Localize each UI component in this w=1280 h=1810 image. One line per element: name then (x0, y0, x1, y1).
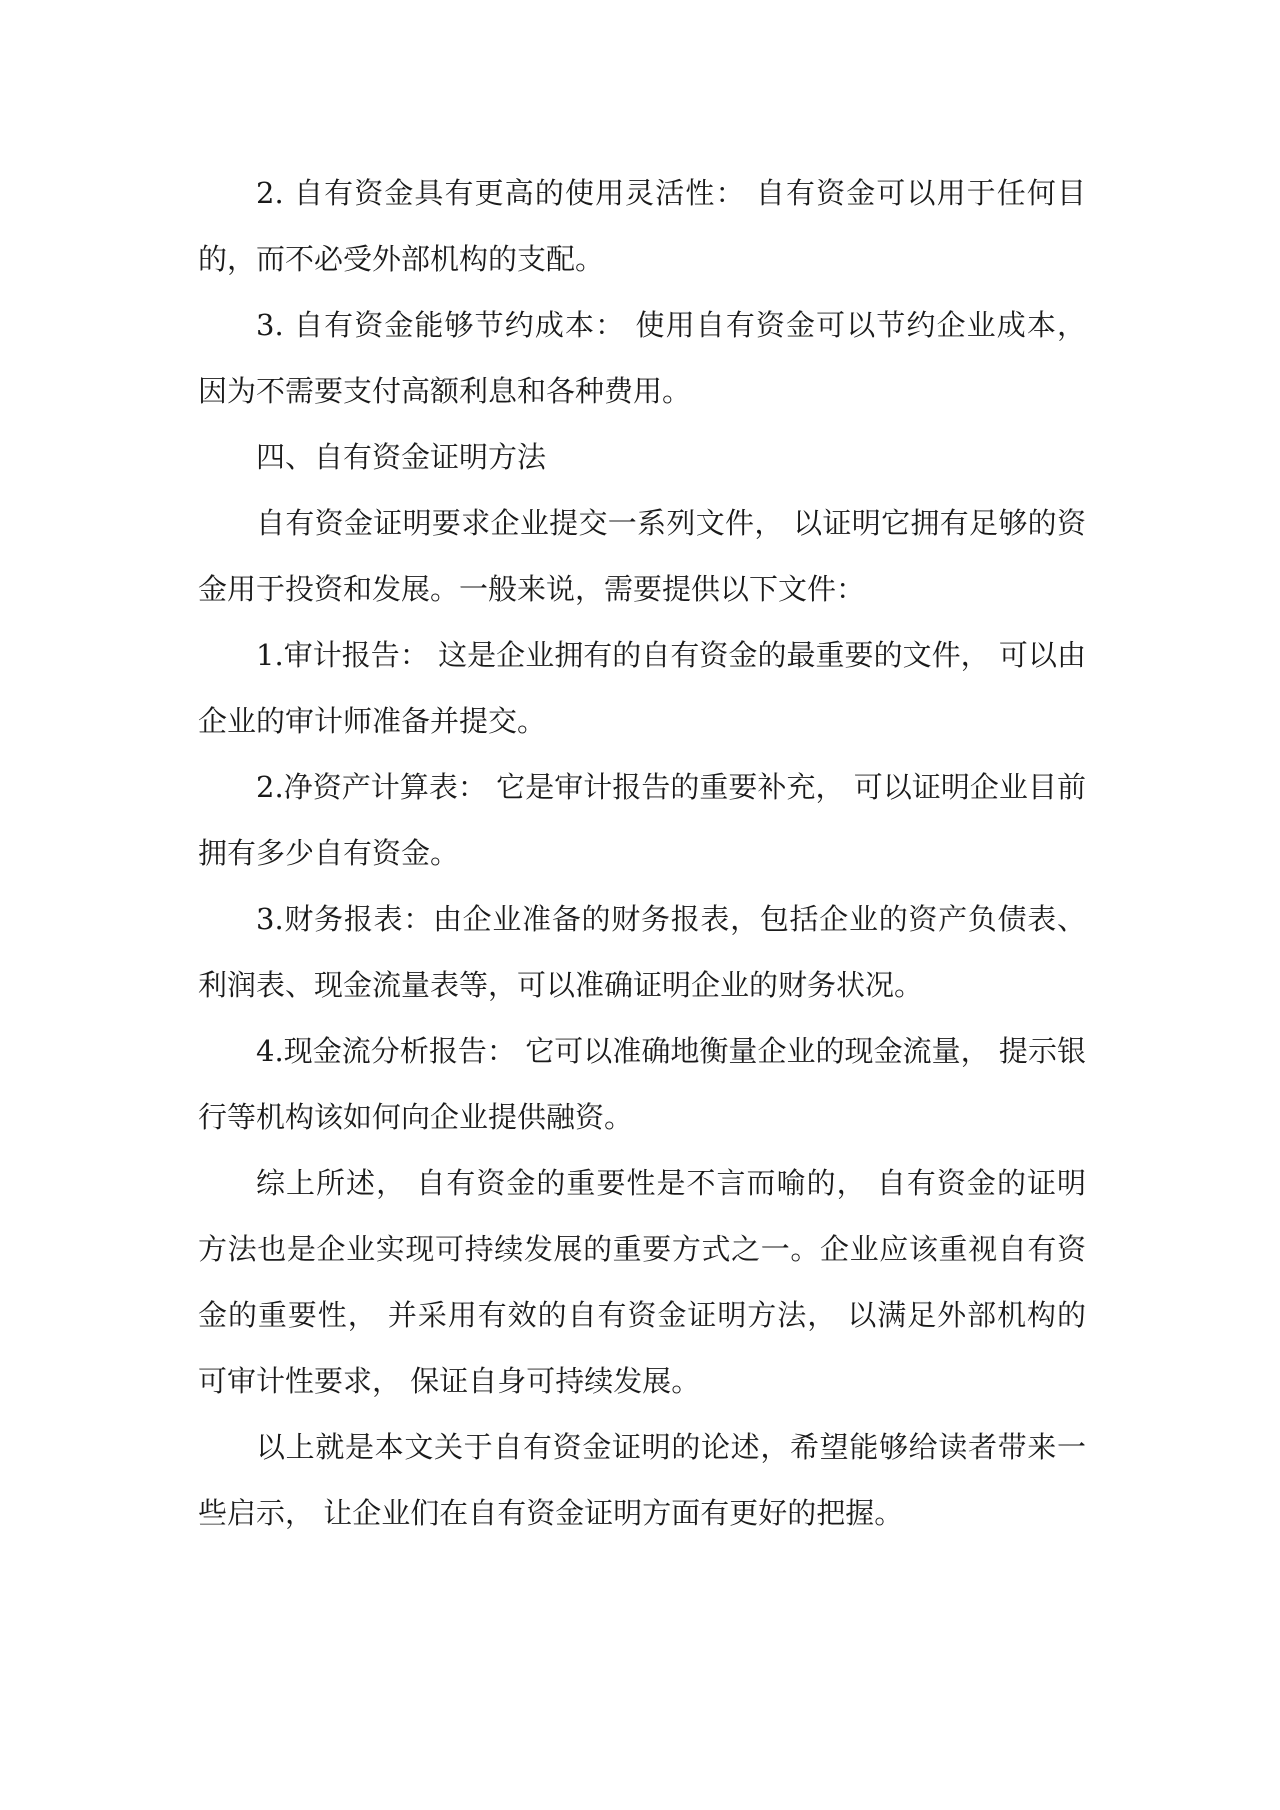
section-heading-proof-methods: 四、自有资金证明方法 (256, 440, 547, 474)
list-item-financial-statements: 3.财务报表：由企业准备的财务报表，包括企业的资产负债表、利润表、现金流量表等，可以准确证明企业的财务状况。 (198, 902, 1086, 1002)
paragraph-flexibility: 2. 自有资金具有更高的使用灵活性： 自有资金可以用于任何目的，而不必受外部机构的支配。 (198, 176, 1086, 276)
paragraph-proof-intro: 自有资金证明要求企业提交一系列文件， 以证明它拥有足够的资金用于投资和发展。一般来说，需要提供以下文件： (198, 506, 1086, 606)
list-item-net-asset-table: 2.净资产计算表： 它是审计报告的重要补充， 可以证明企业目前拥有多少自有资金。 (198, 770, 1086, 870)
list-item-audit-report: 1.审计报告： 这是企业拥有的自有资金的最重要的文件， 可以由企业的审计师准备并提交。 (198, 638, 1086, 738)
paragraph-conclusion: 以上就是本文关于自有资金证明的论述，希望能够给读者带来一些启示， 让企业们在自有资金证明方面有更好的把握。 (198, 1430, 1086, 1530)
list-item-cash-flow-report: 4.现金流分析报告： 它可以准确地衡量企业的现金流量， 提示银行等机构该如何向企业提供融资。 (198, 1034, 1086, 1134)
paragraph-summary: 综上所述， 自有资金的重要性是不言而喻的， 自有资金的证明方法也是企业实现可持续发展的重要方式之一。企业应该重视自有资金的重要性， 并采用有效的自有资金证明方法， 以满足外部机构的可审计性要求， 保证自身可持续发展。 (198, 1166, 1086, 1398)
document-body (198, 160, 1086, 1546)
paragraph-cost-saving: 3. 自有资金能够节约成本： 使用自有资金可以节约企业成本， 因为不需要支付高额利息和各种费用。 (198, 308, 1086, 408)
